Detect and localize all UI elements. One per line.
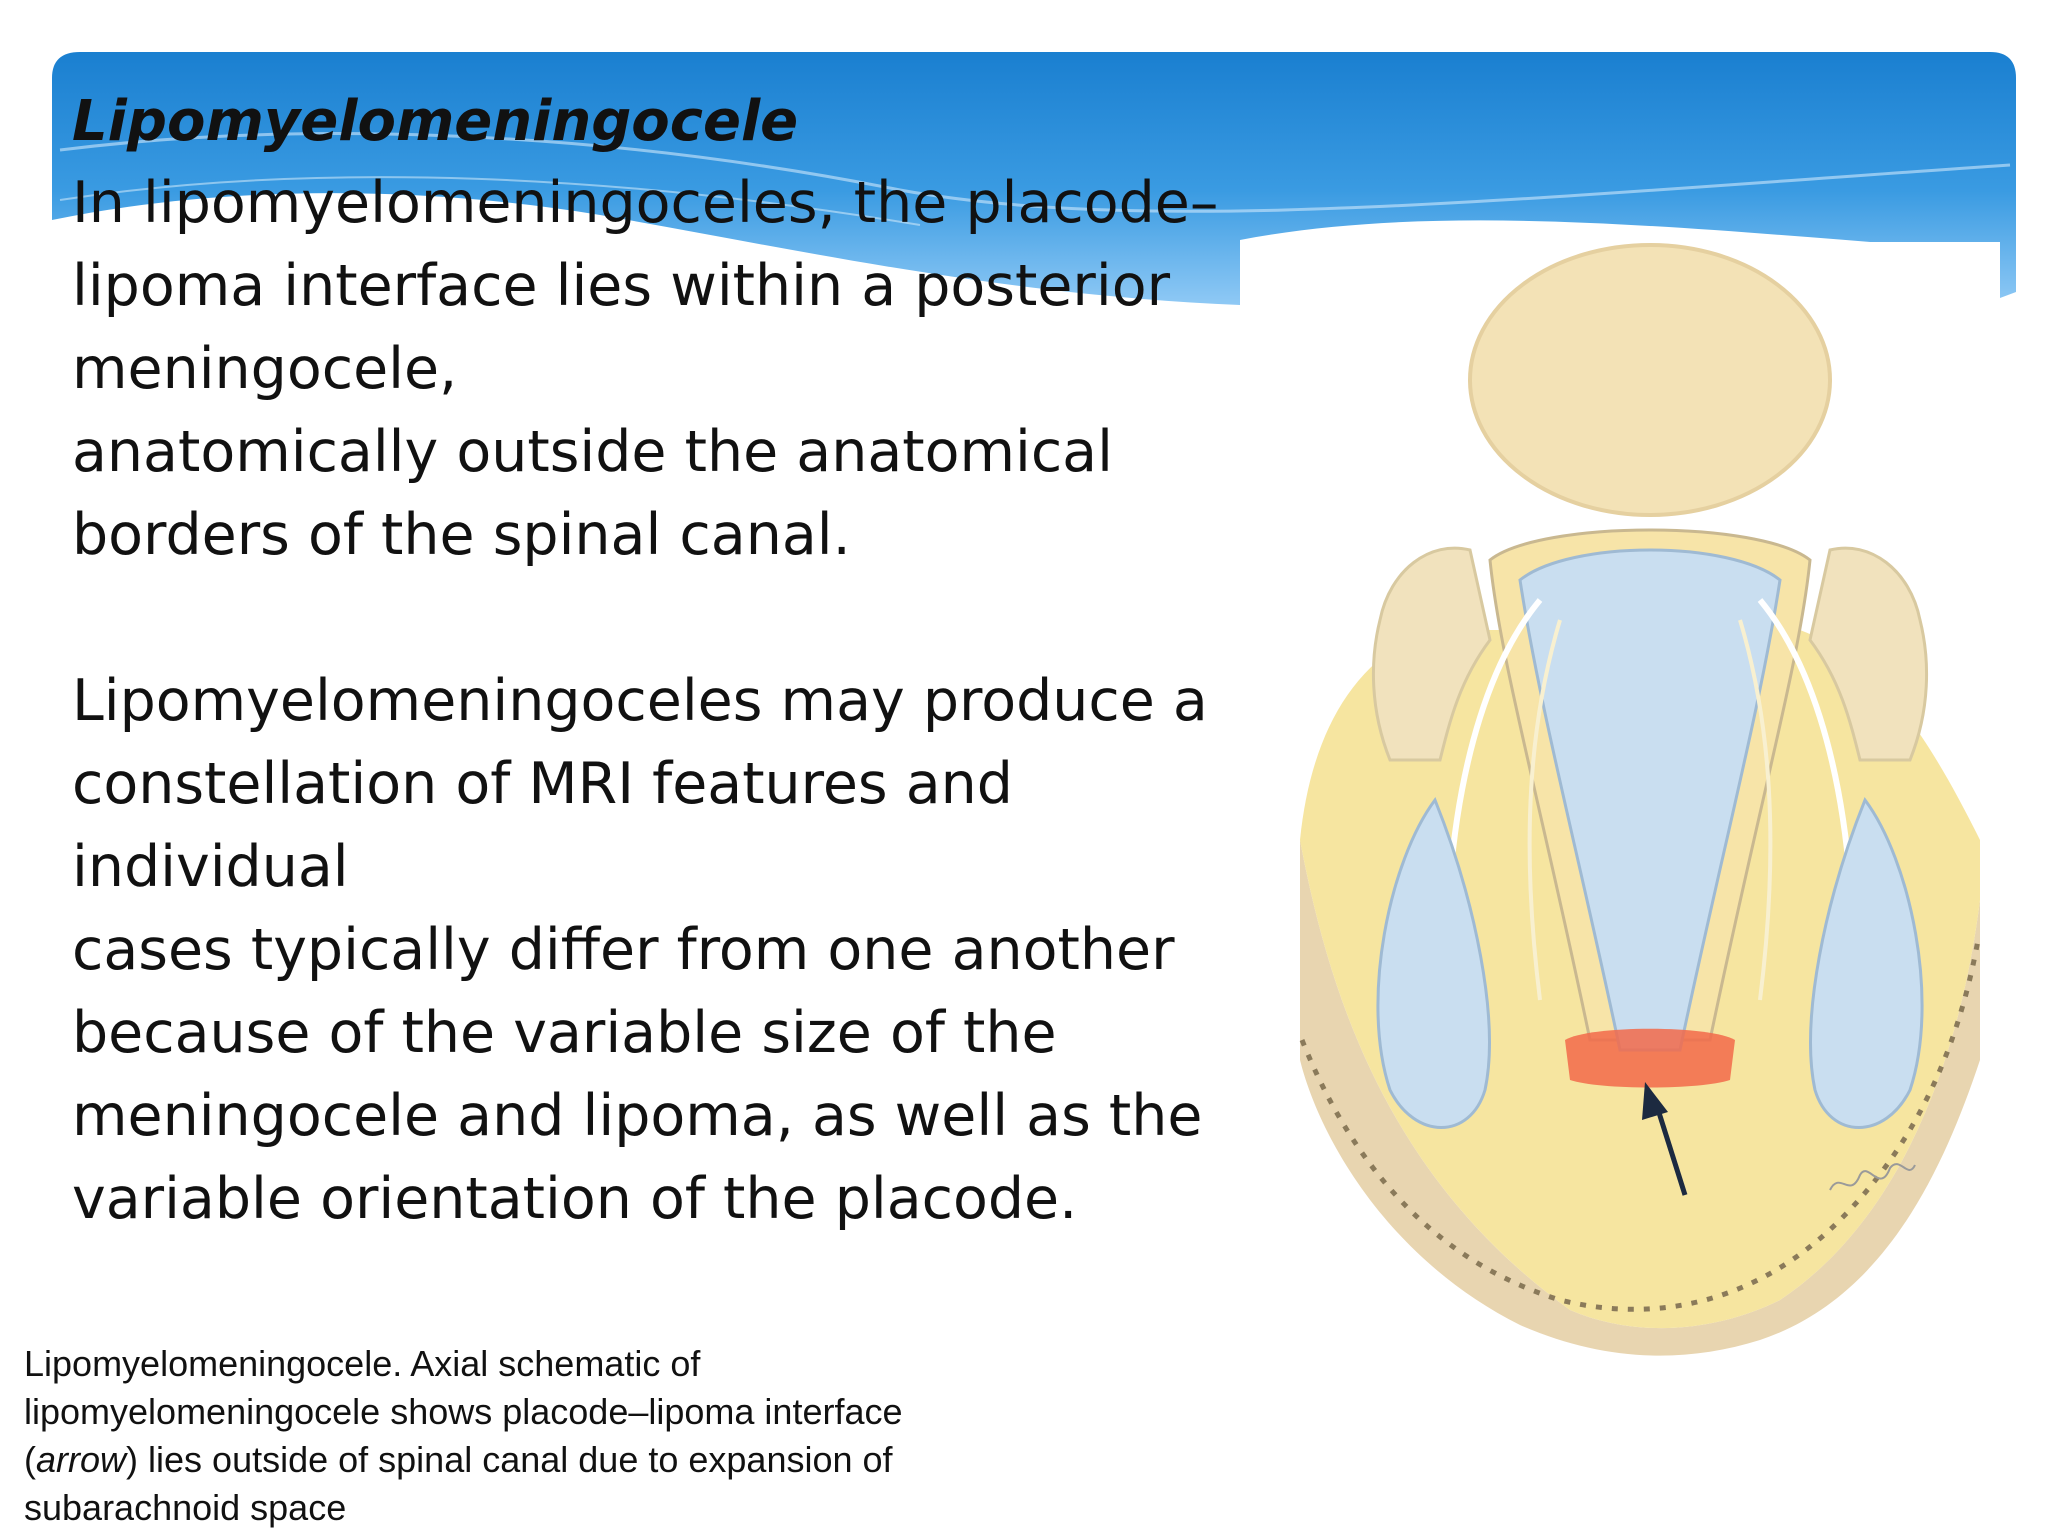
slide-title: Lipomyelomeningocele bbox=[72, 89, 799, 154]
body-paragraph-1: In lipomyelomeningoceles, the placode– lipoma interface lies within a posterior meningocele, anatomically outside the anatomical borders of the spinal canal. bbox=[72, 170, 1219, 568]
placode bbox=[1565, 1029, 1735, 1088]
caption-text-start: Lipomyelomeningocele. Axial schematic of lipomyelomeningocele shows placode–lipoma interface ( bbox=[24, 1343, 903, 1480]
slide-body bbox=[72, 82, 1252, 1241]
body-paragraph-2: Lipomyelomeningoceles may produce a constellation of MRI features and individual cases typically differ from one another because of the variable size of the meningocele and lipoma, as well as the variable orientation of the placode. bbox=[72, 668, 1208, 1232]
vertebral-body bbox=[1470, 245, 1830, 515]
axial-schematic-figure bbox=[1240, 240, 2020, 1360]
figure-caption bbox=[24, 1340, 1024, 1532]
caption-text-end: ) lies outside of spinal canal due to expansion of subarachnoid space bbox=[24, 1439, 893, 1528]
caption-italic-arrow: arrow bbox=[36, 1439, 127, 1480]
